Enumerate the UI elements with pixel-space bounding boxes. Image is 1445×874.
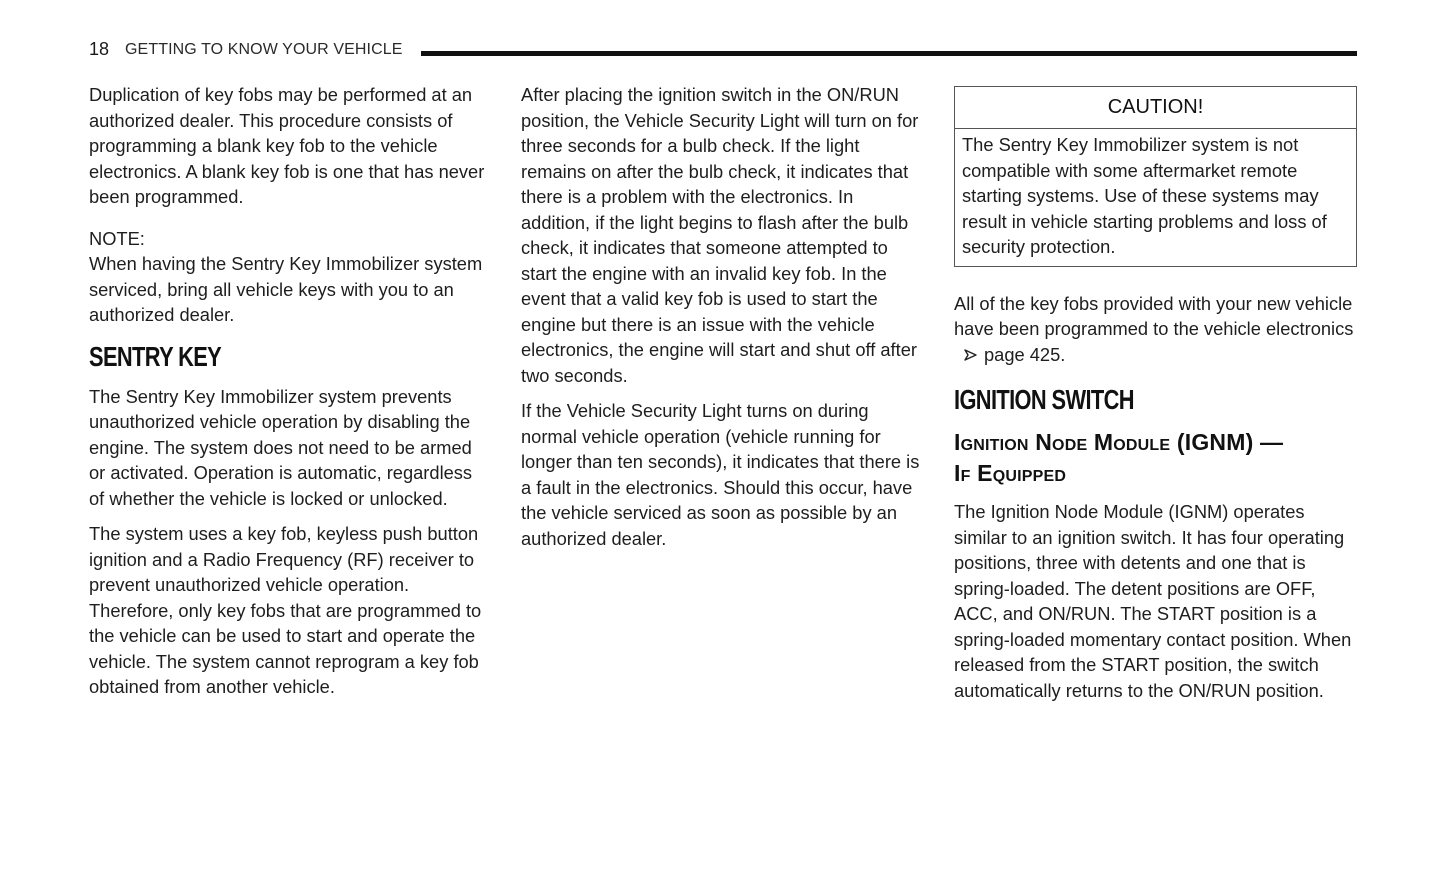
section-title: GETTING TO KNOW YOUR VEHICLE bbox=[125, 41, 403, 58]
page-header bbox=[89, 38, 1357, 64]
security-light-paragraph-1: After placing the ignition switch in the ON/RUN position, the Vehicle Security Light will turn on for three seconds for a bulb check. If the light remains on after the bulb check, it indicates that there is a problem with the electronics. In addition, if the light begins to flash after the bulb check, it indicates that someone attempted to start the engine with an invalid key fob. In the event that a valid key fob is used to start the engine but there is an issue with the vehicle electronics, the engine will start and shut off after two seconds. bbox=[521, 84, 919, 386]
ignm-subheading-line-2: If Equipped bbox=[954, 460, 1067, 486]
sentry-key-paragraph-1: The Sentry Key Immobilizer system prevents unauthorized vehicle operation by disabling the engine. The system does not need to be armed or activated. Operation is automatic, regardless of whether the vehicle is locked or unlocked. bbox=[89, 385, 473, 509]
key-fobs-programmed-text: All of the key fobs provided with your new vehicle have been programmed to the vehicle electronics bbox=[954, 292, 1354, 339]
ignm-subheading bbox=[954, 427, 1357, 489]
note-label: NOTE: bbox=[89, 227, 145, 249]
ignm-subheading-line-1: Ignition Node Module (IGNM) — bbox=[954, 429, 1284, 455]
column-right bbox=[954, 82, 1357, 713]
ignm-paragraph: The Ignition Node Module (IGNM) operates similar to an ignition switch. It has four operating positions, three with detents and one that is spring-loaded. The detent positions are OFF, ACC, and ON/RUN. The START position is a spring-loaded momentary contact position. When released from the START position, the switch automatically returns to the ON/RUN position. bbox=[954, 501, 1352, 701]
caution-title: CAUTION! bbox=[955, 87, 1356, 129]
caution-text: The Sentry Key Immobilizer system is not compatible with some aftermarket remote starting systems. Use of these systems may result in vehicle starting problems and loss of security protection. bbox=[962, 134, 1327, 257]
key-fobs-programmed-paragraph bbox=[954, 291, 1357, 368]
column-left bbox=[89, 82, 489, 710]
header-rule bbox=[421, 51, 1357, 56]
page-number: 18 bbox=[89, 39, 110, 59]
page-reference-arrow-icon bbox=[963, 343, 979, 357]
sentry-key-heading: SENTRY KEY bbox=[89, 340, 222, 372]
caution-box bbox=[954, 86, 1357, 267]
key-fob-duplication-paragraph: Duplication of key fobs may be performed at an authorized dealer. This procedure consists of programming a blank key fob to the vehicle electronics. A blank key fob is one that has never been programmed. bbox=[89, 84, 485, 207]
column-middle bbox=[521, 82, 923, 561]
page-reference-link[interactable]: page 425. bbox=[984, 343, 1066, 365]
security-light-paragraph-2: If the Vehicle Security Light turns on during normal vehicle operation (vehicle running for longer than ten seconds), it indicates that there is a fault in the electronics. Should this occur, have the vehicle serviced as soon as possible by an authorized dealer. bbox=[521, 400, 920, 549]
ignition-switch-heading: IGNITION SWITCH bbox=[954, 384, 1134, 415]
sentry-key-paragraph-2: The system uses a key fob, keyless push button ignition and a Radio Frequency (RF) receiver to prevent unauthorized vehicle operation. Therefore, only key fobs that are programmed to the vehicle can be used to start and operate the vehicle. The system cannot reprogram a key fob obtained from another vehicle. bbox=[89, 523, 482, 697]
note-text: When having the Sentry Key Immobilizer system serviced, bring all vehicle keys with you to an authorized dealer. bbox=[89, 253, 483, 325]
